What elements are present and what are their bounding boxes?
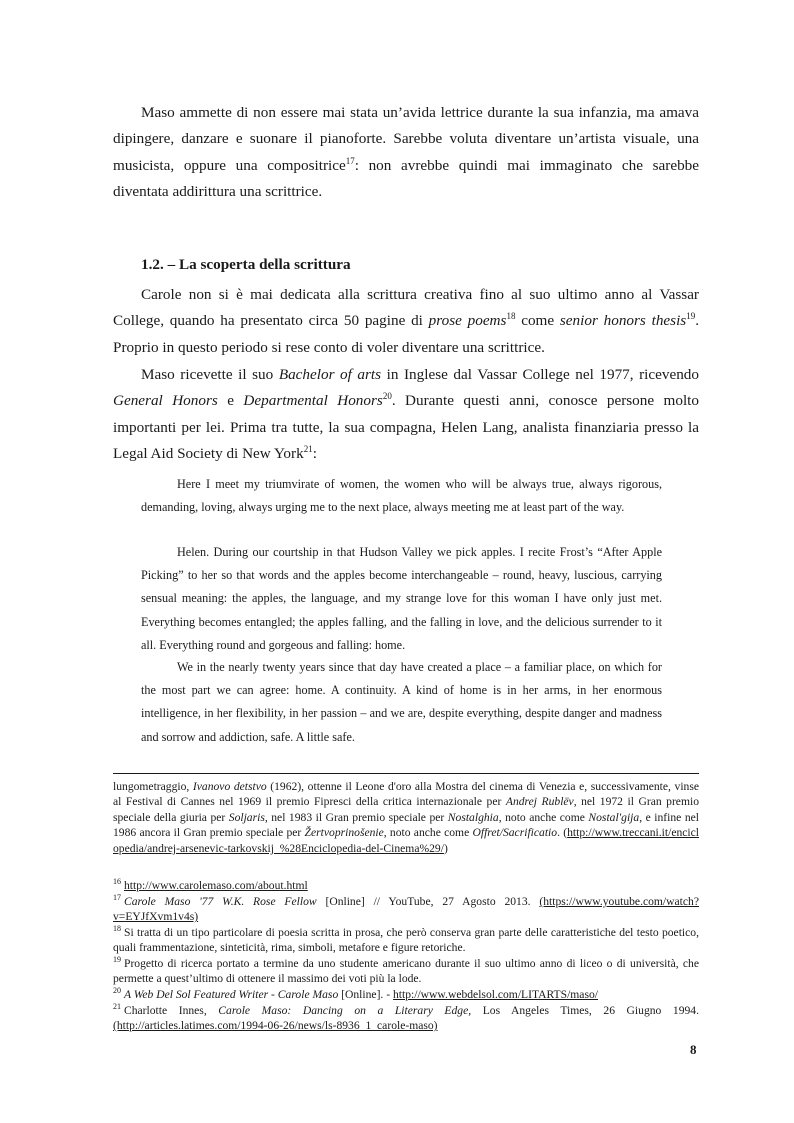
paragraph-writing-discovery: Carole non si è mai dedicata alla scrittura creativa fino al suo ultimo anno al Vassar College, quando ha presentato circa 50 pagine di prose poems$^{18}$ come senior honors thesis$^{19}$. Proprio in questo periodo si rese conto di voler diventare una scrittrice. <box>113 286 699 356</box>
footnote-link-treccani[interactable]: http://www.treccani.it/enciclopedia/andrej-arsenevic-tarkovskij_%28Enciclopedia-del-Cinema%29/ <box>113 826 699 855</box>
paragraph-vassar: Maso ricevette il suo Bachelor of arts in Inglese dal Vassar College nel 1977, ricevendo General Honors e Departmental Honors$^{20}$. Durante questi anni, conosce persone molto importanti per lei. Prima tra tutte, la sua compagna, Helen Lang, analista finanziaria presso la Legal Aid Society di New York$^{21}$: <box>113 366 699 462</box>
footnote-ref-18[interactable]: 18 <box>506 311 516 322</box>
block-quote-paragraph-2: Helen. During our courtship in that Hudson Valley we pick apples. I recite Frost’s “After Apple Picking” to her so that words and the apples become interchangeable – round, heavy, luscious, carrying sensual meaning: the apples, the language, and my strange love for this woman I have only just met. Everything becomes entangled; the apples falling, and the falling in love, and the delicious surrender to it all. Everything round and gorgeous and falling: home. <box>141 545 662 652</box>
footnote-ref-20[interactable]: 20 <box>382 391 392 402</box>
block-quote-paragraph-3: We in the nearly twenty years since that day have created a place – a familiar place, on which for the most part we can agree: home. A continuity. A kind of home is in her arms, in her enormous intelligence, in her flexibility, in her passion – and we are, despite everything, despite danger and madness and sorrow and addiction, safe. A little safe. <box>141 660 662 744</box>
block-quote-paragraph-1: Here I meet my triumvirate of women, the women who will be always true, always rigorous, demanding, loving, always urging me to the next place, always meeting me at least part of the way. <box>141 477 662 515</box>
footnote-ref-19[interactable]: 19 <box>686 311 696 322</box>
paragraph-childhood: Maso ammette di non essere mai stata un’avida lettrice durante la sua infanzia, ma amava dipingere, danzare e suonare il pianoforte. Sarebbe voluta diventare un’artista visuale, una musicista, oppure una compositrice$^{17}$: non avrebbe quindi mai immaginato che sarebbe diventata addirittura una scrittrice. <box>113 104 699 200</box>
footnote-link-latimes[interactable]: (http://articles.latimes.com/1994-06-26/news/ls-8936_1_carole-maso) <box>113 1019 438 1033</box>
footnote-ref-17[interactable]: 17 <box>345 155 355 166</box>
footnote-20: $^{20}$ A Web Del Sol Featured Writer - Carole Maso [Online]. - http://www.webdelsol.com/LITARTS/maso/ <box>113 986 598 1001</box>
footnote-continued: lungometraggio, Ivanovo detstvo (1962), ottenne il Leone d'oro alla Mostra del cinema di Venezia e, successivamente, vinse al Festival di Cannes nel 1969 il premio Fipresci della critica internazionale per Andrej Rublëv, nel 1972 il Gran premio speciale della giuria per Soljaris, nel 1983 il Gran premio speciale per Nostalghia, noto anche come Nostal'gija, e infine nel 1986 ancora il Gran premio speciale per Žertvoprinošenie, noto anche come Offret/Sacrificatio. (http://www.treccani.it/enciclopedia/andrej-arsenevic-tarkovskij_%28Enciclopedia-del-Cinema%29/) <box>113 780 700 855</box>
footnote-17: $^{17}$ Carole Maso '77 W.K. Rose Fellow [Online] // YouTube, 27 Agosto 2013. (https://www.youtube.com/watch?v=EYJfXvm1v4s) <box>113 893 699 924</box>
footnote-separator <box>113 773 699 774</box>
footnote-18: $^{18}$ Si tratta di un tipo particolare di poesia scritta in prosa, che però conserva gran parte delle caratteristiche del testo poetico, quali frammentazione, sinteticità, rima, simboli, metafore e figure retoriche. <box>113 924 699 955</box>
page-number: 8 <box>690 1042 697 1057</box>
footnote-16: $^{16}$ http://www.carolemaso.com/about.html <box>113 877 308 892</box>
footnote-link-carolemaso[interactable]: http://www.carolemaso.com/about.html <box>124 878 308 892</box>
footnote-19: $^{19}$ Progetto di ricerca portato a termine da uno studente americano durante il suo ultimo anno di liceo o di università, che permette a quest’ultimo di ottenere il massimo dei voti più la lode. <box>113 955 699 986</box>
footnote-link-webdelsol[interactable]: http://www.webdelsol.com/LITARTS/maso/ <box>392 987 598 1001</box>
footnote-21: $^{21}$ Charlotte Innes, Carole Maso: Dancing on a Literary Edge, Los Angeles Times, 26 Giugno 1994. (http://articles.latimes.com/1994-06-26/news/ls-8936_1_carole-maso) <box>113 1002 699 1033</box>
footnote-ref-21[interactable]: 21 <box>303 443 313 454</box>
footnote-link-youtube[interactable]: (https://www.youtube.com/watch?v=EYJfXvm1v4s) <box>113 894 699 924</box>
section-heading: 1.2. – La scoperta della scrittura <box>141 256 351 273</box>
